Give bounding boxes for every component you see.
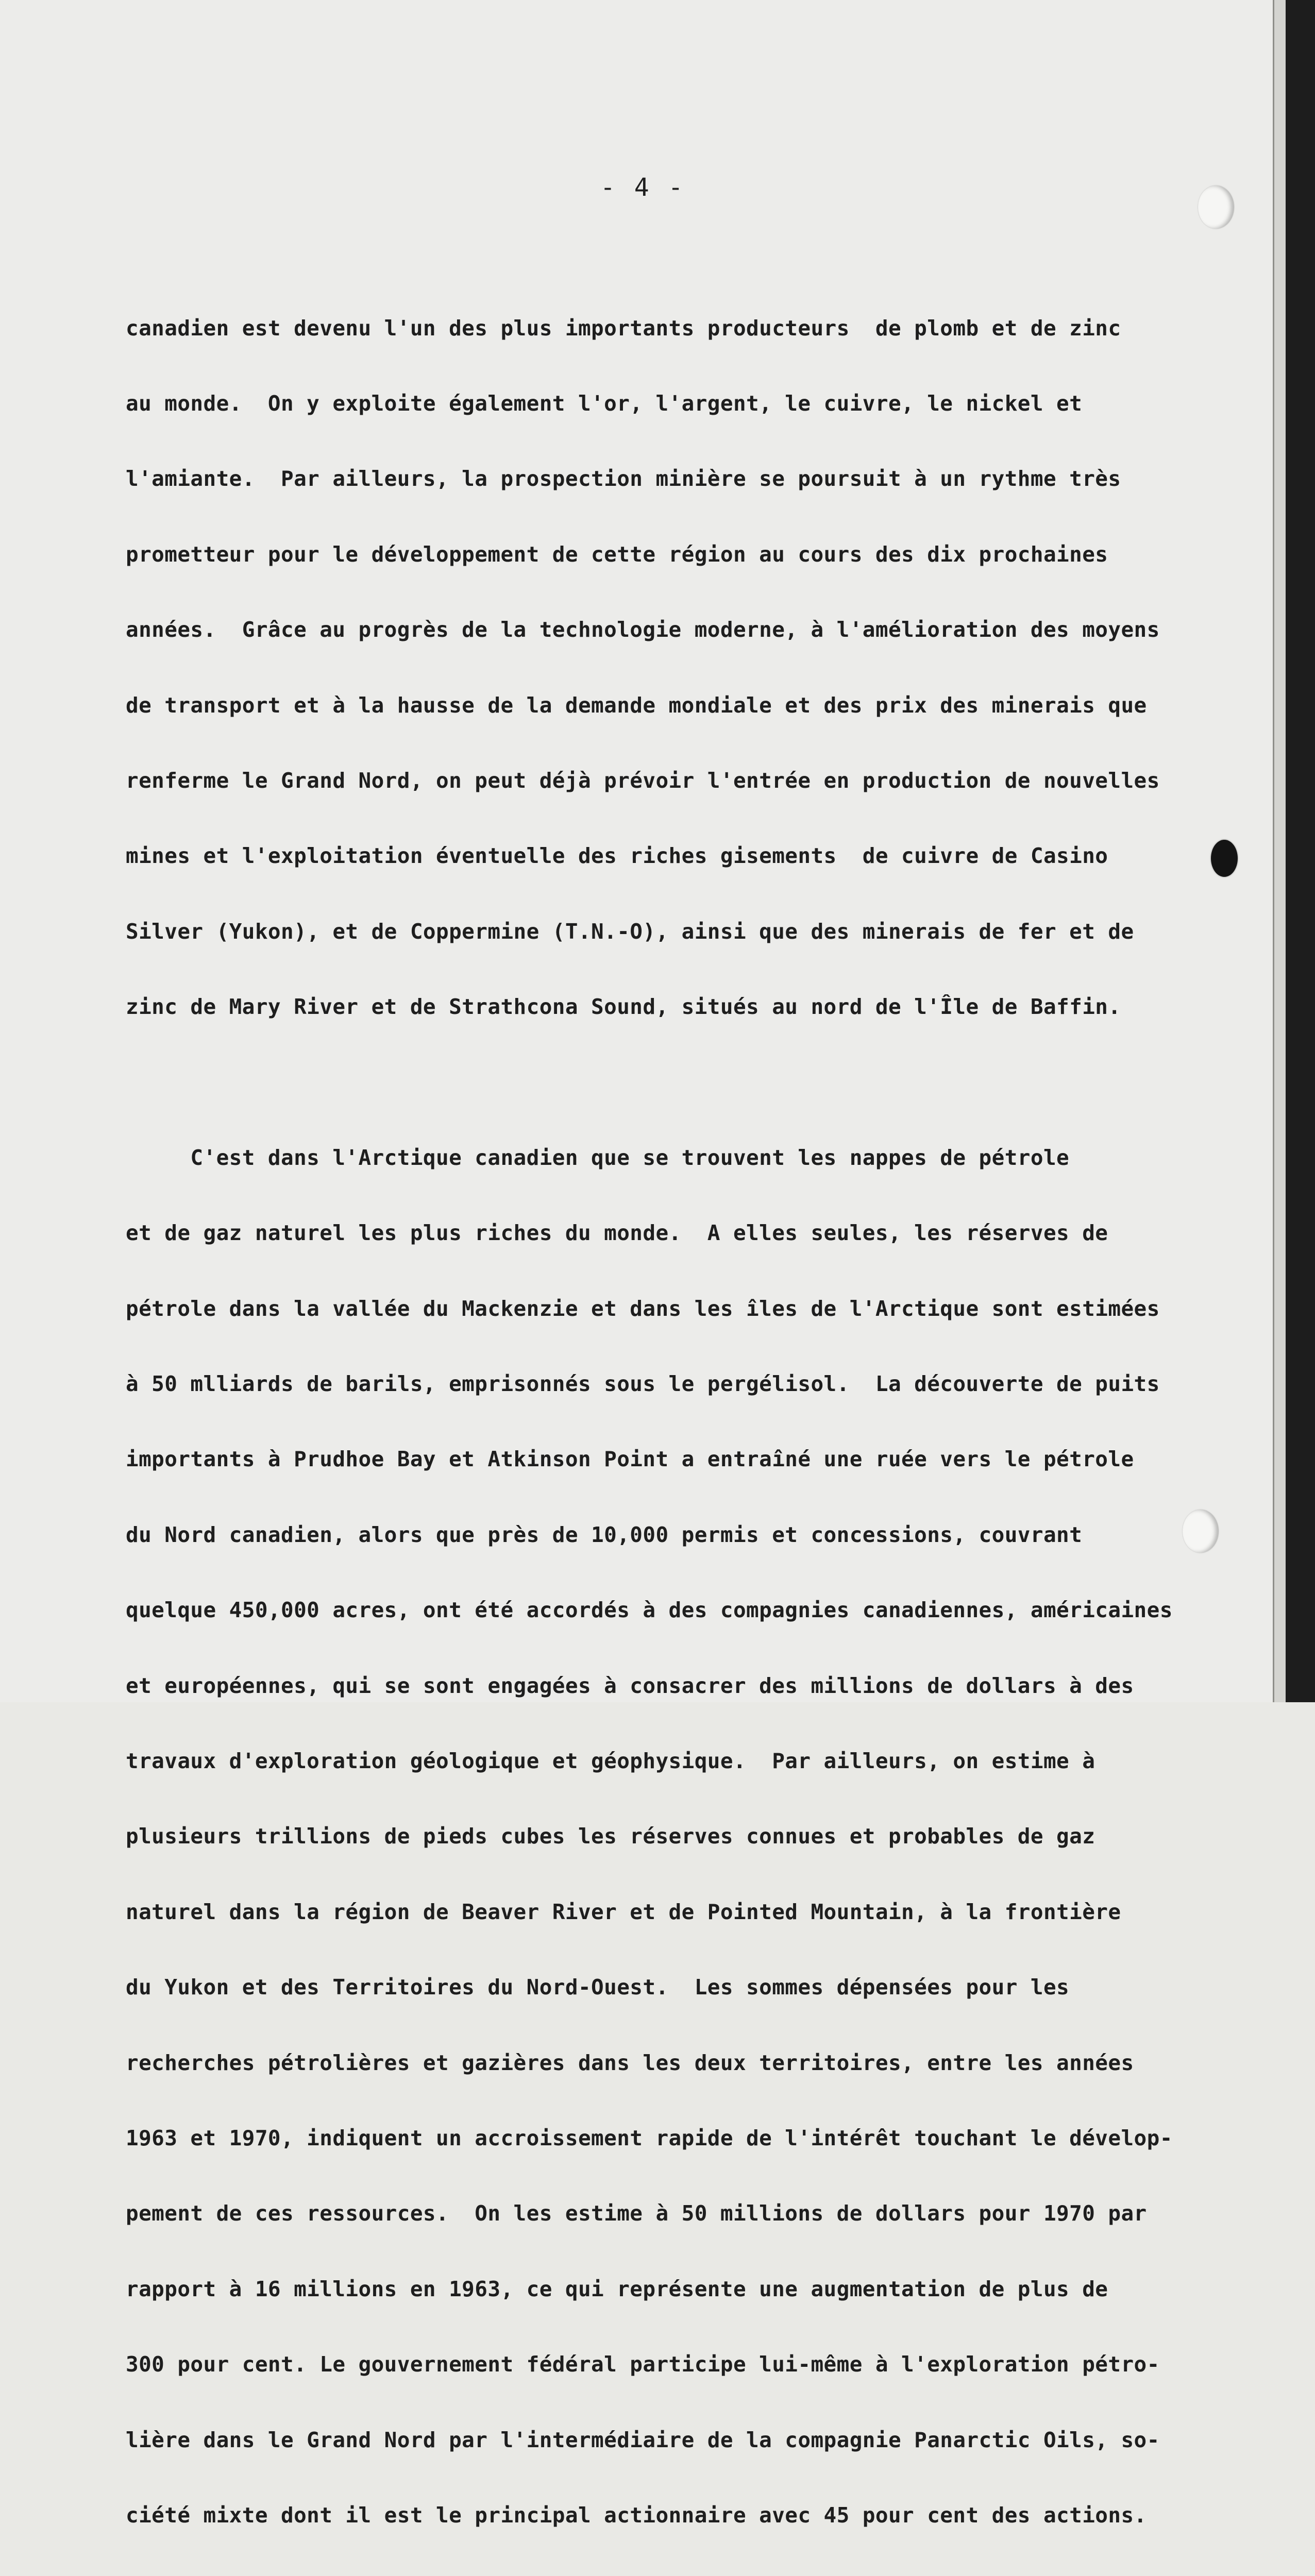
text-line: pétrole dans la vallée du Mackenzie et dans les îles de l'Arctique sont estimées	[126, 1296, 1160, 1321]
text-line: années. Grâce au progrès de la technologie moderne, à l'amélioration des moyens	[126, 617, 1160, 642]
text-line: 1963 et 1970, indiquent un accroissement rapide de l'intérêt touchant le dévelop-	[126, 2125, 1173, 2150]
text-line: du Yukon et des Territoires du Nord-Ouest. Les sommes dépensées pour les	[126, 1975, 1070, 2000]
text-line: l'amiante. Par ailleurs, la prospection minière se poursuit à un rythme très	[126, 466, 1121, 492]
binder-hole-bottom	[1183, 1510, 1219, 1553]
text-line: plusieurs trillions de pieds cubes les réserves connues et probables de gaz	[126, 1824, 1095, 1849]
text-line: ciété mixte dont il est le principal actionnaire avec 45 pour cent des actions.	[126, 2502, 1147, 2528]
text-line: zinc de Mary River et de Strathcona Sound, situés au nord de l'Île de Baffin.	[126, 994, 1121, 1020]
text-line: pement de ces ressources. On les estime à 50 millions de dollars pour 1970 par	[126, 2201, 1147, 2226]
text-line: rapport à 16 millions en 1963, ce qui représente une augmentation de plus de	[126, 2276, 1108, 2301]
text-line: travaux d'exploration géologique et géophysique. Par ailleurs, on estime à	[126, 1749, 1095, 1774]
paragraph-1	[126, 265, 1160, 1070]
text-line: 300 pour cent. Le gouvernement fédéral participe lui-même à l'exploration pétro-	[126, 2352, 1160, 2377]
paragraph-2	[126, 1095, 1173, 2576]
text-line: recherches pétrolières et gazières dans les deux territoires, entre les années	[126, 2050, 1134, 2075]
text-line: et de gaz naturel les plus riches du monde. A elles seules, les réserves de	[126, 1221, 1108, 1246]
text-line: quelque 450,000 acres, ont été accordés à des compagnies canadiennes, américaines	[126, 1598, 1173, 1623]
binder-hole-middle	[1211, 840, 1238, 877]
text-line: à 50 mlliards de barils, emprisonnés sous le pergélisol. La découverte de puits	[126, 1371, 1160, 1397]
text-line: canadien est devenu l'un des plus importants producteurs de plomb et de zinc	[126, 315, 1121, 341]
background-edge	[1286, 0, 1315, 1702]
binder-hole-top	[1198, 185, 1234, 229]
text-line: et européennes, qui se sont engagées à consacrer des millions de dollars à des	[126, 1673, 1134, 1698]
body-text	[126, 265, 1173, 2576]
text-line: importants à Prudhoe Bay et Atkinson Point a entraîné une ruée vers le pétrole	[126, 1447, 1134, 1472]
text-line: naturel dans la région de Beaver River et de Pointed Mountain, à la frontière	[126, 1899, 1121, 1924]
text-line: du Nord canadien, alors que près de 10,000 permis et concessions, couvrant	[126, 1522, 1083, 1547]
text-line: lière dans le Grand Nord par l'intermédiaire de la compagnie Panarctic Oils, so-	[126, 2427, 1160, 2452]
text-line: renferme le Grand Nord, on peut déjà prévoir l'entrée en production de nouvelles	[126, 768, 1160, 793]
text-line: au monde. On y exploite également l'or, l'argent, le cuivre, le nickel et	[126, 391, 1083, 416]
text-line: de transport et à la hausse de la demande mondiale et des prix des minerais que	[126, 692, 1147, 718]
text-line: C'est dans l'Arctique canadien que se trouvent les nappes de pétrole	[126, 1145, 1070, 1170]
text-line: Silver (Yukon), et de Coppermine (T.N.-O), ainsi que des minerais de fer et de	[126, 919, 1134, 944]
text-line: prometteur pour le développement de cette région au cours des dix prochaines	[126, 541, 1108, 567]
page-number: - 4 -	[600, 173, 685, 202]
text-line: mines et l'exploitation éventuelle des riches gisements de cuivre de Casino	[126, 843, 1108, 869]
page-edge	[1273, 0, 1286, 1702]
